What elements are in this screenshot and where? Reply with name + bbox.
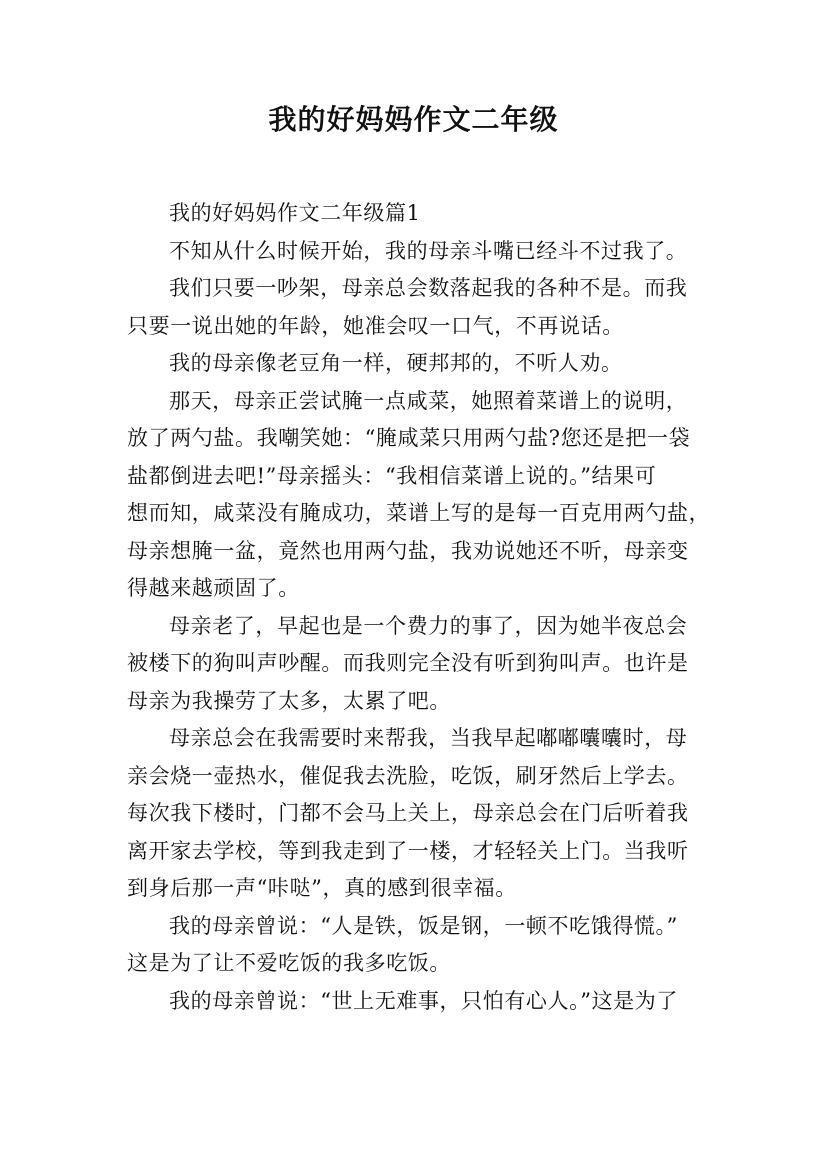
text-line: 放了两勺盐。我嘲笑她：“腌咸菜只用两勺盐?您还是把一袋 [127, 426, 691, 450]
text-line: 不知从什么时候开始，我的母亲斗嘴已经斗不过我了。 [169, 238, 688, 263]
text-line: 只要一说出她的年龄，她准会叹一口气，不再说话。 [127, 313, 624, 338]
text-line: 得越来越顽固了。 [127, 576, 300, 600]
text-line: 被楼下的狗叫声吵醒。而我则完全没有听到狗叫声。也许是 [127, 651, 689, 675]
text-line: 我的好妈妈作文二年级篇1 [169, 201, 421, 225]
text-line: 盐都倒进去吧!”母亲摇头：“我相信菜谱上说的。”结果可 [127, 463, 657, 488]
text-line: 母亲总会在我需要时来帮我，当我早起嘟嘟囔囔时，母 [169, 726, 688, 750]
text-line: 母亲老了，早起也是一个费力的事了，因为她半夜总会 [169, 613, 688, 638]
text-line: 我的母亲曾说：“世上无难事，只怕有心人。”这是为了 [169, 988, 678, 1013]
text-line: 每次我下楼时，门都不会马上关上，母亲总会在门后听着我 [127, 801, 689, 825]
text-line: 这是为了让不爱吃饭的我多吃饭。 [127, 951, 451, 975]
text-line: 到身后那一声“咔哒”，真的感到很幸福。 [127, 876, 517, 900]
text-line: 离开家去学校，等到我走到了一楼，才轻轻关上门。当我听 [127, 838, 689, 863]
text-line: 母亲想腌一盆，竟然也用两勺盐，我劝说她还不听，母亲变 [127, 538, 689, 563]
text-line: 我的母亲像老豆角一样，硬邦邦的，不听人劝。 [169, 351, 623, 375]
text-line: 我们只要一吵架，母亲总会数落起我的各种不是。而我 [169, 276, 688, 300]
text-line: 我的母亲曾说：“人是铁，饭是钢，一顿不吃饿得慌。” [169, 913, 678, 938]
text-line: 母亲为我操劳了太多，太累了吧。 [127, 688, 451, 713]
text-line: 想而知，咸菜没有腌成功，菜谱上写的是每一百克用两勺盐， [127, 501, 711, 525]
document-title: 我的好妈妈作文二年级 [268, 103, 559, 136]
text-line: 亲会烧一壶热水，催促我去洗脸，吃饭，刷牙然后上学去。 [127, 763, 689, 788]
document-body [127, 195, 717, 1020]
text-line: 那天，母亲正尝试腌一点咸菜，她照着菜谱上的说明， [169, 388, 688, 413]
